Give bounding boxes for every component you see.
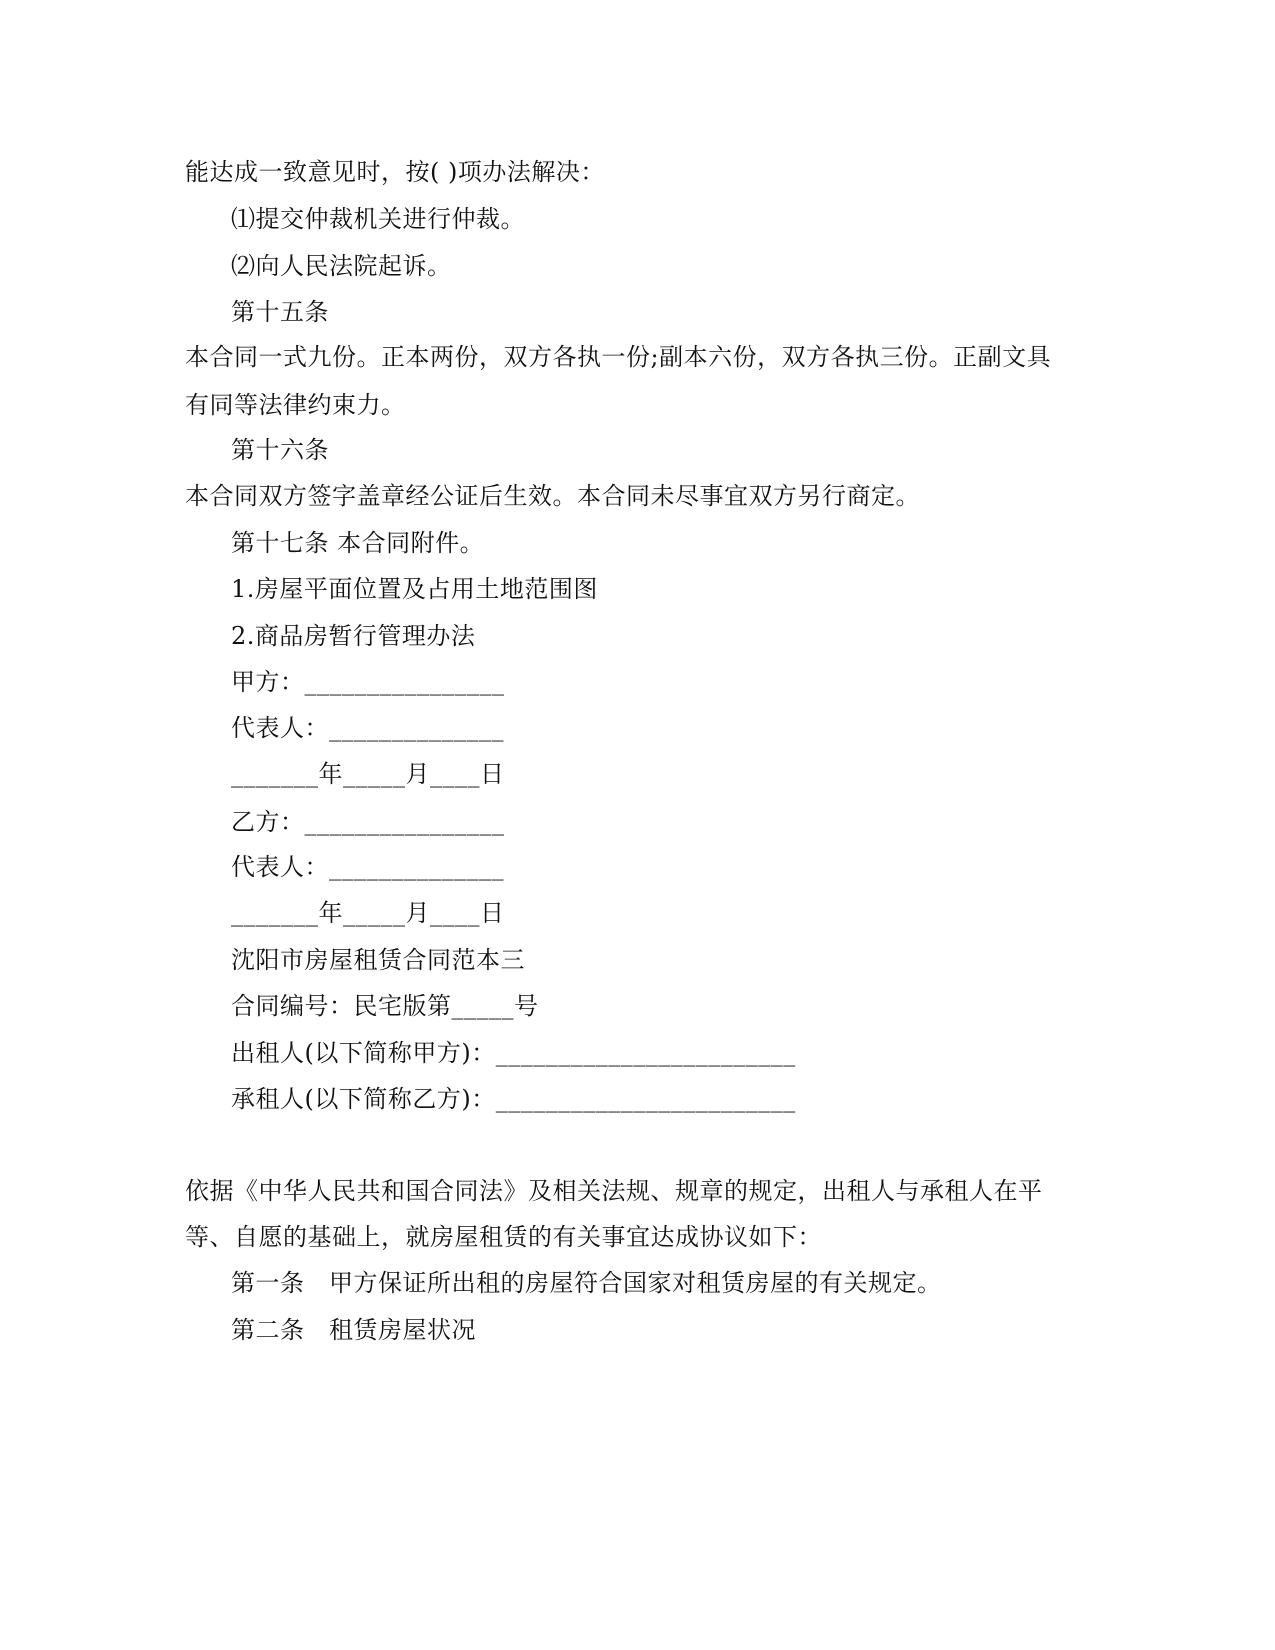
attachment-item-2: 2.商品房暂行管理办法 — [231, 622, 476, 650]
preamble-line-1: 依据《中华人民共和国合同法》及相关法规、规章的规定，出租人与承租人在平 — [185, 1177, 1043, 1205]
party-a-line: 甲方：________________ — [231, 668, 505, 696]
lessor-line: 出租人(以下简称甲方)：________________________ — [231, 1039, 796, 1067]
template-title: 沈阳市房屋租赁合同范本三 — [231, 946, 525, 974]
text-line-option-arbitration: ⑴提交仲裁机关进行仲裁。 — [231, 205, 525, 233]
article-heading-16: 第十六条 — [231, 436, 329, 464]
party-a-date-line: _______年_____月____日 — [231, 760, 505, 788]
text-line-resolution-options: 能达成一致意见时，按( )项办法解决： — [185, 158, 605, 186]
party-a-representative-line: 代表人：______________ — [231, 714, 504, 742]
lessee-line: 承租人(以下简称乙方)：________________________ — [231, 1085, 796, 1113]
preamble-line-2: 等、自愿的基础上，就房屋租赁的有关事宜达成协议如下： — [185, 1223, 822, 1251]
attachment-item-1: 1.房屋平面位置及占用土地范围图 — [231, 575, 598, 603]
contract-number-line: 合同编号：民宅版第_____号 — [231, 992, 539, 1020]
party-b-date-line: _______年_____月____日 — [231, 899, 505, 927]
text-line-option-court: ⑵向人民法院起诉。 — [231, 252, 452, 280]
text-line-copies: 本合同一式九份。正本两份，双方各执一份;副本六份，双方各执三份。正副文具 — [185, 343, 1052, 371]
party-b-representative-line: 代表人：______________ — [231, 853, 504, 881]
party-b-line: 乙方：________________ — [231, 808, 505, 836]
text-line-effectiveness: 本合同双方签字盖章经公证后生效。本合同未尽事宜双方另行商定。 — [185, 482, 920, 510]
article-heading-15: 第十五条 — [231, 298, 329, 326]
text-line-copies-continued: 有同等法律约束力。 — [185, 391, 406, 419]
article-2: 第二条 租赁房屋状况 — [231, 1316, 476, 1344]
article-1: 第一条 甲方保证所出租的房屋符合国家对租赁房屋的有关规定。 — [231, 1269, 942, 1297]
article-heading-17: 第十七条 本合同附件。 — [231, 529, 485, 557]
